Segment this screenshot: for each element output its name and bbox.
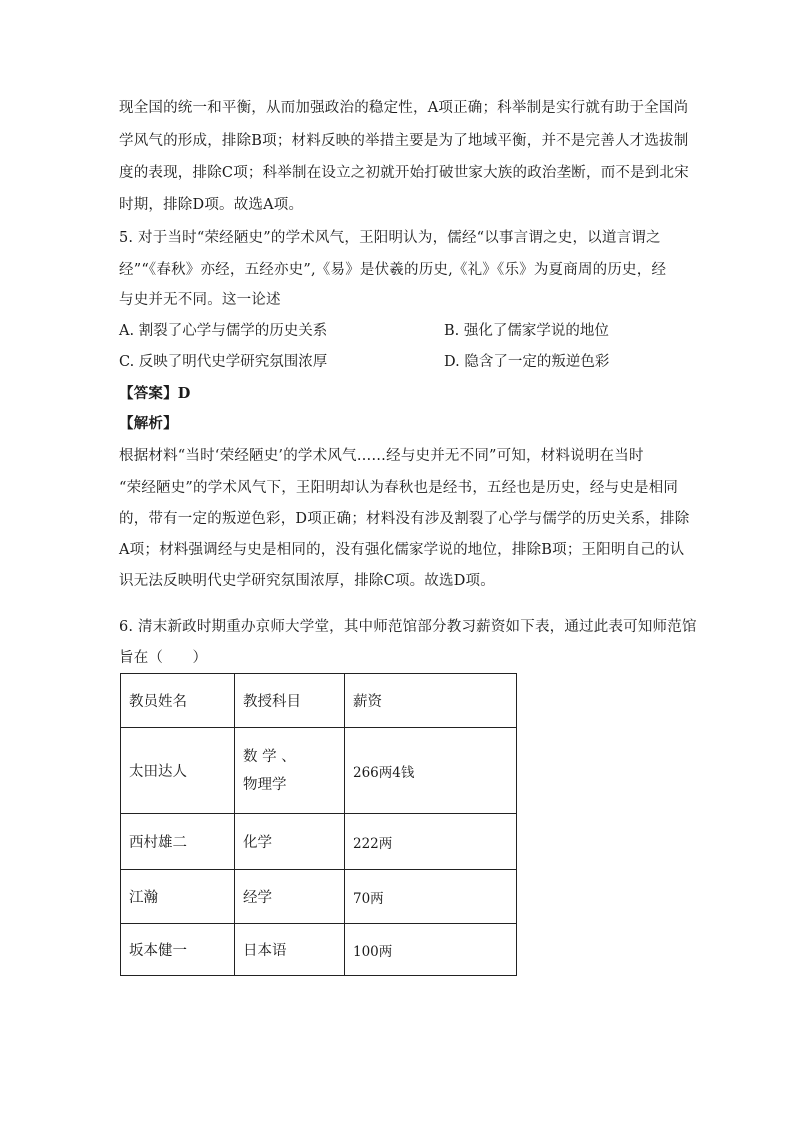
teacher-salary: 266两4钱 <box>345 728 517 814</box>
teacher-subject <box>235 728 345 814</box>
q5-analysis-line: 的，带有一定的叛逆色彩，D项正确；材料没有涉及割裂了心学与儒学的历史关系，排除 <box>119 511 690 527</box>
table-header-salary: 薪资 <box>345 674 517 728</box>
q5-option-c: C. 反映了明代史学研究氛围浓厚 <box>119 354 328 370</box>
q6-stem-line: 旨在（ ） <box>119 650 208 666</box>
teacher-subject: 日本语 <box>235 924 345 976</box>
table-row <box>121 728 517 814</box>
table-row <box>121 924 517 976</box>
q5-analysis-line: A项；材料强调经与史是相同的，没有强化儒家学说的地位，排除B项；王阳明自己的认 <box>119 542 685 558</box>
subject-line: 数 学 、 <box>243 748 296 765</box>
teacher-salary: 70两 <box>345 870 517 924</box>
teacher-name: 坂本健一 <box>121 924 235 976</box>
table-header-row <box>121 674 517 728</box>
q5-analysis-line: “荣经陋史”的学术风气下，王阳明却认为春秋也是经书，五经也是历史，经与史是相同 <box>119 480 679 496</box>
q5-option-b: B. 强化了儒家学说的地位 <box>444 323 609 339</box>
table-header-subject: 教授科目 <box>235 674 345 728</box>
q5-analysis-line: 根据材料“当时‘荣经陋史’的学术风气……经与史并无不同”可知，材料说明在当时 <box>119 448 644 464</box>
q5-analysis-title: 【解析】 <box>119 415 178 432</box>
q5-option-a: A. 割裂了心学与儒学的历史关系 <box>119 323 328 339</box>
table-row <box>121 870 517 924</box>
prev-explanation-line: 现全国的统一和平衡，从而加强政治的稳定性，A项正确；科举制是实行就有助于全国尚 <box>119 100 689 116</box>
teacher-subject: 经学 <box>235 870 345 924</box>
prev-explanation-line: 学风气的形成，排除B项；材料反映的举措主要是为了地域平衡，并不是完善人才选拔制 <box>119 133 689 149</box>
teacher-name: 江瀚 <box>121 870 235 924</box>
teacher-salary: 100两 <box>345 924 517 976</box>
table-header-name: 教员姓名 <box>121 674 235 728</box>
q5-analysis-line: 识无法反映明代史学研究氛围浓厚，排除C项。故选D项。 <box>119 573 495 589</box>
teacher-salary: 222两 <box>345 814 517 870</box>
q5-option-d: D. 隐含了一定的叛逆色彩 <box>444 354 610 370</box>
teacher-name: 太田达人 <box>121 728 235 814</box>
q5-stem-line: 经”“《春秋》亦经，五经亦史”,《易》是伏羲的历史,《礼》《乐》为夏商周的历史，经 <box>119 262 667 278</box>
prev-explanation-line: 时期，排除D项。故选A项。 <box>119 197 304 213</box>
prev-explanation-line: 度的表现，排除C项；科举制在设立之初就开始打破世家大族的政治垄断，而不是到北宋 <box>119 165 689 181</box>
salary-table <box>120 673 517 976</box>
q5-stem-line: 5. 对于当时“荣经陋史”的学术风气，王阳明认为，儒经“以事言谓之史，以道言谓之 <box>119 230 661 246</box>
table-row <box>121 814 517 870</box>
q5-answer: 【答案】D <box>119 385 191 402</box>
teacher-name: 西村雄二 <box>121 814 235 870</box>
teacher-subject: 化学 <box>235 814 345 870</box>
subject-line: 物理学 <box>243 776 287 793</box>
q6-stem-line: 6. 清末新政时期重办京师大学堂，其中师范馆部分教习薪资如下表，通过此表可知师范馆 <box>119 619 697 635</box>
q5-stem-line: 与史并无不同。这一论述 <box>119 292 281 308</box>
